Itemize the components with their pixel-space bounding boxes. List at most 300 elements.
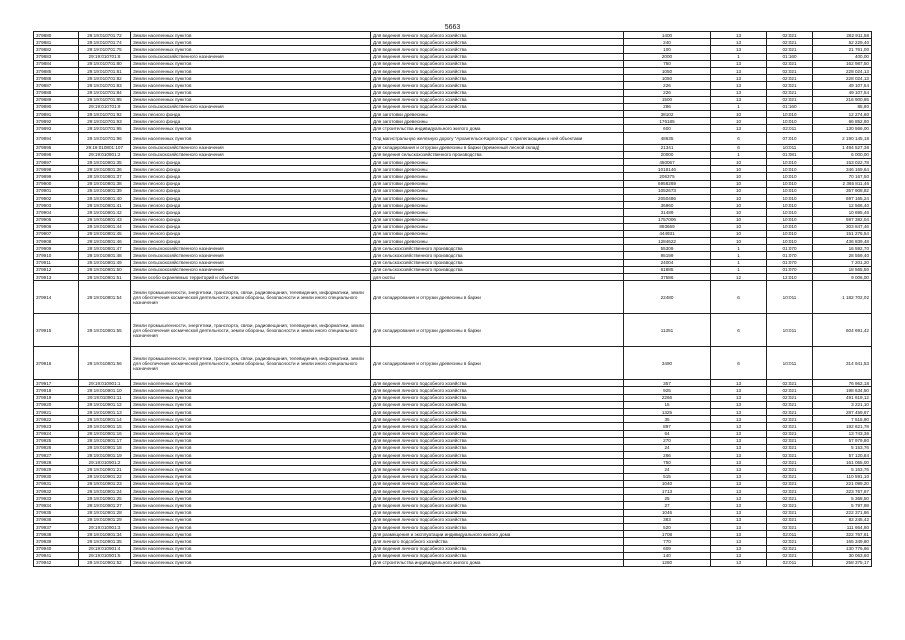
land-category: Земли населенных пунктов xyxy=(131,452,371,459)
area: 750 xyxy=(624,60,711,67)
area: 1325 xyxy=(624,408,711,415)
row-number: 379908 xyxy=(34,238,79,245)
table-row xyxy=(34,216,872,223)
group-code: 10 xyxy=(711,111,767,118)
row-number: 379883 xyxy=(34,53,79,60)
land-category: Земли населенных пунктов xyxy=(131,394,371,401)
area: 24 xyxy=(624,466,711,473)
subgroup-code: 10:011 xyxy=(767,314,813,347)
table-row xyxy=(34,473,872,480)
cadastral-value: 346 169,64 xyxy=(813,166,872,173)
table-row xyxy=(34,39,872,46)
permitted-use: Для заготовки древесины xyxy=(371,173,624,180)
group-code: 10 xyxy=(711,194,767,201)
cadastral-number: 29:19:010701:81 xyxy=(79,67,131,74)
permitted-use: Для заготовки древесины xyxy=(371,230,624,237)
land-category: Земли лесного фонда xyxy=(131,159,371,166)
group-code: 13 xyxy=(711,552,767,559)
area: 24004 xyxy=(624,259,711,266)
permitted-use: Для ведения личного подсобного хозяйства xyxy=(371,53,624,60)
row-number: 379902 xyxy=(34,194,79,201)
table-row xyxy=(34,552,872,559)
land-category: Земли лесного фонда xyxy=(131,216,371,223)
group-code: 6 xyxy=(711,347,767,380)
group-code: 13 xyxy=(711,423,767,430)
cadastral-value: 2 190 145,18 xyxy=(813,132,872,144)
area: 286 xyxy=(624,103,711,110)
group-code: 13 xyxy=(711,516,767,523)
permitted-use: Для ведения личного подсобного хозяйства xyxy=(371,32,624,39)
group-code: 13 xyxy=(711,125,767,132)
cadastral-number: 29:19:010701:80 xyxy=(79,60,131,67)
cadastral-number: 29:19:010801:107 xyxy=(79,144,131,151)
land-category: Земли населенных пунктов xyxy=(131,132,371,144)
cadastral-number: 29:19:010901:18 xyxy=(79,444,131,451)
group-code: 13 xyxy=(711,32,767,39)
group-code: 6 xyxy=(711,314,767,347)
table-row xyxy=(34,46,872,53)
cadastral-value: 49 107,54 xyxy=(813,82,872,89)
group-code: 13 xyxy=(711,452,767,459)
cadastral-number: 29:19:010901:12 xyxy=(79,401,131,408)
cadastral-number: 29:19:010901:34 xyxy=(79,531,131,538)
cadastral-value: 314 941,53 xyxy=(813,347,872,380)
subgroup-code: 10:010 xyxy=(767,187,813,194)
permitted-use: Для ведения личного подсобного хозяйства xyxy=(371,488,624,495)
subgroup-code: 02:021 xyxy=(767,416,813,423)
cadastral-value: 28 559,40 xyxy=(813,252,872,259)
permitted-use: Для личного подсобного хозяйства xyxy=(371,538,624,545)
area: 444931 xyxy=(624,230,711,237)
table-row xyxy=(34,103,872,110)
cadastral-number: 29:19:010901:11 xyxy=(79,394,131,401)
area: 450067 xyxy=(624,159,711,166)
land-category: Земли населенных пунктов xyxy=(131,401,371,408)
area: 27 xyxy=(624,502,711,509)
area: 226 xyxy=(624,89,711,96)
permitted-use: Для ведения личного подсобного хозяйства xyxy=(371,46,624,53)
subgroup-code: 10:010 xyxy=(767,173,813,180)
subgroup-code: 02:021 xyxy=(767,480,813,487)
cadastral-value: 1 494 527,38 xyxy=(813,144,872,151)
cadastral-number: 29:19:010801:38 xyxy=(79,180,131,187)
permitted-use: Для ведения личного подсобного хозяйства xyxy=(371,416,624,423)
subgroup-code: 02:021 xyxy=(767,430,813,437)
row-number: 379907 xyxy=(34,230,79,237)
land-category: Земли населенных пунктов xyxy=(131,423,371,430)
permitted-use: Для ведения личного подсобного хозяйства xyxy=(371,60,624,67)
area: 1500 xyxy=(624,96,711,103)
permitted-use: Для ведения личного подсобного хозяйства xyxy=(371,96,624,103)
group-code: 13 xyxy=(711,538,767,545)
cadastral-value: 52 229,40 xyxy=(813,39,872,46)
area: 20000 xyxy=(624,151,711,158)
cadastral-value: 7 201,20 xyxy=(813,259,872,266)
cadastral-value: 697 165,24 xyxy=(813,194,872,201)
table-row xyxy=(34,223,872,230)
group-code: 13 xyxy=(711,380,767,387)
group-code: 13 xyxy=(711,96,767,103)
table-row xyxy=(34,423,872,430)
group-code: 13 xyxy=(711,82,767,89)
area: 240 xyxy=(624,39,711,46)
land-category: Земли населенных пунктов xyxy=(131,39,371,46)
cadastral-number: 29:19:010901:29 xyxy=(79,516,131,523)
group-code: 13 xyxy=(711,473,767,480)
cadastral-value: 16 592,70 xyxy=(813,245,872,252)
cadastral-value: 322 767,61 xyxy=(813,531,872,538)
land-category: Земли промышленности, энергетики, транспорта, связи, радиовещания, телевидения, информатики, земли для обеспечения космической деятельности, земли обороны, безопасности и земли иного специального назначения xyxy=(131,314,371,347)
table-row xyxy=(34,96,872,103)
land-category: Земли сельскохозяйственного назначения xyxy=(131,266,371,273)
row-number: 379936 xyxy=(34,516,79,523)
land-category: Земли лесного фонда xyxy=(131,202,371,209)
permitted-use: Для заготовки древесины xyxy=(371,166,624,173)
cadastral-number: 29:19:010901:35 xyxy=(79,538,131,545)
table-row xyxy=(34,502,872,509)
cadastral-number: 29:19:010701:96 xyxy=(79,132,131,144)
table-row xyxy=(34,347,872,380)
cadastral-value: 66 852,90 xyxy=(813,118,872,125)
group-code: 13 xyxy=(711,416,767,423)
subgroup-code: 02:011 xyxy=(767,125,813,132)
group-code: 10 xyxy=(711,230,767,237)
land-parcels-table xyxy=(33,31,872,567)
area: 48635 xyxy=(624,132,711,144)
row-number: 379942 xyxy=(34,559,79,566)
group-code: 10 xyxy=(711,223,767,230)
group-code: 13 xyxy=(711,387,767,394)
area: 38102 xyxy=(624,111,711,118)
cadastral-value: 7 515,90 xyxy=(813,416,872,423)
cadastral-number: 29:19:010901:21 xyxy=(79,466,131,473)
land-category: Земли населенных пунктов xyxy=(131,82,371,89)
row-number: 379893 xyxy=(34,125,79,132)
cadastral-number: 29:19:010901:22 xyxy=(79,473,131,480)
table-row xyxy=(34,408,872,415)
permitted-use: Для размещения и эксплуатации индивидуального жилого дома xyxy=(371,531,624,538)
land-category: Земли сельскохозяйственного назначения xyxy=(131,245,371,252)
subgroup-code: 07:010 xyxy=(767,132,813,144)
row-number: 379905 xyxy=(34,216,79,223)
table-row xyxy=(34,238,872,245)
subgroup-code: 02:021 xyxy=(767,516,813,523)
table-row xyxy=(34,159,872,166)
group-code: 10 xyxy=(711,166,767,173)
cadastral-number: 29:19:010701:72 xyxy=(79,32,131,39)
subgroup-code: 02:021 xyxy=(767,444,813,451)
cadastral-value: 12 566,40 xyxy=(813,202,872,209)
area: 36960 xyxy=(624,202,711,209)
cadastral-value: 192 621,78 xyxy=(813,423,872,430)
cadastral-number: 29:19:010801:35 xyxy=(79,159,131,166)
cadastral-value: 400,00 xyxy=(813,53,872,60)
cadastral-value: 323 767,67 xyxy=(813,488,872,495)
cadastral-value: 303 847,46 xyxy=(813,223,872,230)
permitted-use: для охоты xyxy=(371,274,624,281)
row-number: 379886 xyxy=(34,75,79,82)
cadastral-value: 70 167,50 xyxy=(813,173,872,180)
cadastral-value: 110 591,10 xyxy=(813,473,872,480)
subgroup-code: 10:010 xyxy=(767,166,813,173)
land-category: Земли населенных пунктов xyxy=(131,75,371,82)
subgroup-code: 02:021 xyxy=(767,459,813,466)
area: 1708 xyxy=(624,531,711,538)
row-number: 379919 xyxy=(34,394,79,401)
group-code: 10 xyxy=(711,209,767,216)
table-row xyxy=(34,452,872,459)
row-number: 379906 xyxy=(34,223,79,230)
table-row xyxy=(34,75,872,82)
row-number: 379909 xyxy=(34,245,79,252)
area: 2050486 xyxy=(624,194,711,201)
row-number: 379894 xyxy=(34,132,79,144)
land-category: Земли населенных пунктов xyxy=(131,545,371,552)
group-code: 13 xyxy=(711,89,767,96)
permitted-use: Для ведения личного подсобного хозяйства xyxy=(371,103,624,110)
group-code: 10 xyxy=(711,159,767,166)
subgroup-code: 02:021 xyxy=(767,437,813,444)
subgroup-code: 01:070 xyxy=(767,266,813,273)
permitted-use: Для ведения личного подсобного хозяйства xyxy=(371,452,624,459)
subgroup-code: 02:021 xyxy=(767,32,813,39)
table-row xyxy=(34,32,872,39)
table-row xyxy=(34,545,872,552)
subgroup-code: 02:021 xyxy=(767,387,813,394)
permitted-use: Для сельскохозяйственного производства xyxy=(371,266,624,273)
table-row xyxy=(34,281,872,314)
cadastral-number: 29:19:010801:2 xyxy=(79,151,131,158)
cadastral-number: 29:19:010801:44 xyxy=(79,223,131,230)
subgroup-code: 12:010 xyxy=(767,274,813,281)
row-number: 379884 xyxy=(34,60,79,67)
group-code: 13 xyxy=(711,401,767,408)
area: 897 xyxy=(624,423,711,430)
row-number: 379887 xyxy=(34,82,79,89)
land-category: Земли населенных пунктов xyxy=(131,488,371,495)
group-code: 13 xyxy=(711,444,767,451)
subgroup-code: 10:010 xyxy=(767,202,813,209)
area: 2000 xyxy=(624,53,711,60)
permitted-use: Для заготовки древесины xyxy=(371,180,624,187)
permitted-use: Для ведения личного подсобного хозяйства xyxy=(371,459,624,466)
group-code: 13 xyxy=(711,67,767,74)
cadastral-value: 5 797,98 xyxy=(813,502,872,509)
cadastral-number: 29:19:010701:93 xyxy=(79,118,131,125)
subgroup-code: 02:021 xyxy=(767,39,813,46)
group-code: 13 xyxy=(711,509,767,516)
group-code: 10 xyxy=(711,202,767,209)
area: 15 xyxy=(624,401,711,408)
permitted-use: Для ведения личного подсобного хозяйства xyxy=(371,387,624,394)
land-category: Земли населенных пунктов xyxy=(131,516,371,523)
table-row xyxy=(34,266,872,273)
cadastral-value: 5 153,76 xyxy=(813,444,872,451)
table-row xyxy=(34,401,872,408)
table-row xyxy=(34,125,872,132)
land-category: Земли населенных пунктов xyxy=(131,60,371,67)
row-number: 379885 xyxy=(34,67,79,74)
cadastral-number: 29:19:010801:46 xyxy=(79,238,131,245)
cadastral-value: 49 107,54 xyxy=(813,89,872,96)
row-number: 379926 xyxy=(34,444,79,451)
subgroup-code: 02:021 xyxy=(767,408,813,415)
table-row xyxy=(34,480,872,487)
group-code: 13 xyxy=(711,466,767,473)
cadastral-value: 222 371,86 xyxy=(813,509,872,516)
row-number: 379910 xyxy=(34,252,79,259)
subgroup-code: 02:021 xyxy=(767,523,813,530)
area: 55309 xyxy=(624,245,711,252)
cadastral-number: 29:19:010901:24 xyxy=(79,488,131,495)
cadastral-value: 287 459,67 xyxy=(813,408,872,415)
row-number: 379914 xyxy=(34,281,79,314)
table-row xyxy=(34,252,872,259)
subgroup-code: 02:011 xyxy=(767,559,813,566)
row-number: 379911 xyxy=(34,259,79,266)
table-row xyxy=(34,516,872,523)
cadastral-number: 29:19:010701:8 xyxy=(79,53,131,60)
cadastral-number: 29:19:010801:56 xyxy=(79,347,131,380)
cadastral-number: 29:19:010801:40 xyxy=(79,194,131,201)
row-number: 379897 xyxy=(34,159,79,166)
subgroup-code: 10:010 xyxy=(767,180,813,187)
cadastral-value: 111 664,80 xyxy=(813,523,872,530)
subgroup-code: 10:010 xyxy=(767,223,813,230)
area: 3490 xyxy=(624,347,711,380)
land-category: Земли лесного фонда xyxy=(131,180,371,187)
subgroup-code: 10:010 xyxy=(767,111,813,118)
land-category: Земли населенных пунктов xyxy=(131,523,371,530)
area: 893669 xyxy=(624,223,711,230)
subgroup-code: 10:010 xyxy=(767,209,813,216)
cadastral-number: 29:19:010701:75 xyxy=(79,46,131,53)
subgroup-code: 02:021 xyxy=(767,46,813,53)
permitted-use: Для сельскохозяйственного производства xyxy=(371,245,624,252)
row-number: 379904 xyxy=(34,209,79,216)
area: 35 xyxy=(624,416,711,423)
land-category: Земли лесного фонда xyxy=(131,187,371,194)
area: 357 xyxy=(624,380,711,387)
cadastral-value: 436 839,48 xyxy=(813,238,872,245)
table-row xyxy=(34,380,872,387)
subgroup-code: 02:021 xyxy=(767,452,813,459)
subgroup-code: 02:021 xyxy=(767,538,813,545)
cadastral-number: 29:19:010901:13 xyxy=(79,408,131,415)
subgroup-code: 02:021 xyxy=(767,552,813,559)
group-code: 10 xyxy=(711,238,767,245)
cadastral-number: 29:19:010801:45 xyxy=(79,230,131,237)
row-number: 379915 xyxy=(34,314,79,347)
table-row xyxy=(34,209,872,216)
area: 1757006 xyxy=(624,216,711,223)
subgroup-code: 10:011 xyxy=(767,281,813,314)
row-number: 379913 xyxy=(34,274,79,281)
group-code: 6 xyxy=(711,132,767,144)
table-row xyxy=(34,509,872,516)
cadastral-number: 29:19:010801:41 xyxy=(79,202,131,209)
subgroup-code: 10:010 xyxy=(767,159,813,166)
row-number: 379891 xyxy=(34,111,79,118)
cadastral-value: 216 900,85 xyxy=(813,96,872,103)
group-code: 1 xyxy=(711,245,767,252)
land-category: Земли населенных пунктов xyxy=(131,416,371,423)
cadastral-number: 29:19:010901:4 xyxy=(79,545,131,552)
permitted-use: Для заготовки древесины xyxy=(371,202,624,209)
permitted-use: Для ведения личного подсобного хозяйства xyxy=(371,437,624,444)
cadastral-number: 29:19:010801:49 xyxy=(79,259,131,266)
cadastral-value: 3 221,10 xyxy=(813,401,872,408)
cadastral-number: 29:19:010701:95 xyxy=(79,125,131,132)
group-code: 10 xyxy=(711,180,767,187)
row-number: 379880 xyxy=(34,32,79,39)
permitted-use: Для ведения личного подсобного хозяйства xyxy=(371,444,624,451)
subgroup-code: 02:021 xyxy=(767,509,813,516)
table-row xyxy=(34,187,872,194)
cadastral-value: 198 634,50 xyxy=(813,387,872,394)
cadastral-value: 162 987,50 xyxy=(813,60,872,67)
row-number: 379939 xyxy=(34,538,79,545)
group-code: 13 xyxy=(711,523,767,530)
table-row xyxy=(34,416,872,423)
cadastral-number: 29:19:010801:50 xyxy=(79,266,131,273)
permitted-use: Для ведения личного подсобного хозяйства xyxy=(371,473,624,480)
group-code: 13 xyxy=(711,545,767,552)
group-code: 13 xyxy=(711,408,767,415)
area: 1018146 xyxy=(624,166,711,173)
cadastral-value: 130 566,00 xyxy=(813,125,872,132)
table-row xyxy=(34,259,872,266)
group-code: 13 xyxy=(711,495,767,502)
land-category: Земли населенных пунктов xyxy=(131,531,371,538)
cadastral-number: 29:19:010901:14 xyxy=(79,416,131,423)
permitted-use: Для ведения личного подсобного хозяйства xyxy=(371,89,624,96)
table-row xyxy=(34,82,872,89)
table-row xyxy=(34,523,872,530)
cadastral-value: 57 120,84 xyxy=(813,452,872,459)
row-number: 379932 xyxy=(34,488,79,495)
permitted-use: Для заготовки древесины xyxy=(371,238,624,245)
cadastral-value: 161 055,00 xyxy=(813,459,872,466)
group-code: 13 xyxy=(711,559,767,566)
cadastral-number: 29:19:010801:47 xyxy=(79,245,131,252)
land-category: Земли промышленности, энергетики, транспорта, связи, радиовещания, телевидения, информатики, земли для обеспечения космической деятельности, земли обороны, безопасности и земли иного специального назначения xyxy=(131,347,371,380)
row-number: 379882 xyxy=(34,46,79,53)
cadastral-value: 82 245,42 xyxy=(813,516,872,523)
cadastral-number: 29:19:010701:85 xyxy=(79,96,131,103)
row-number: 379917 xyxy=(34,380,79,387)
permitted-use: Для заготовки древесины xyxy=(371,194,624,201)
subgroup-code: 02:021 xyxy=(767,545,813,552)
permitted-use: Для ведения личного подсобного хозяйства xyxy=(371,75,624,82)
permitted-use: Для складирования и отгрузки древесины в баржи xyxy=(371,314,624,347)
row-number: 379920 xyxy=(34,401,79,408)
row-number: 379921 xyxy=(34,408,79,415)
cadastral-number: 29:19:010701:92 xyxy=(79,111,131,118)
permitted-use: Для складирования и отгрузки древесины в баржи xyxy=(371,281,624,314)
group-code: 1 xyxy=(711,151,767,158)
cadastral-value: 9 006,00 xyxy=(813,274,872,281)
subgroup-code: 02:021 xyxy=(767,401,813,408)
group-code: 13 xyxy=(711,60,767,67)
land-category: Земли населенных пунктов xyxy=(131,459,371,466)
permitted-use: Для ведения личного подсобного хозяйства xyxy=(371,408,624,415)
cadastral-value: 57 979,80 xyxy=(813,437,872,444)
area: 226 xyxy=(624,82,711,89)
row-number: 379930 xyxy=(34,473,79,480)
subgroup-code: 02:021 xyxy=(767,380,813,387)
permitted-use: Для ведения личного подсобного хозяйства xyxy=(371,82,624,89)
